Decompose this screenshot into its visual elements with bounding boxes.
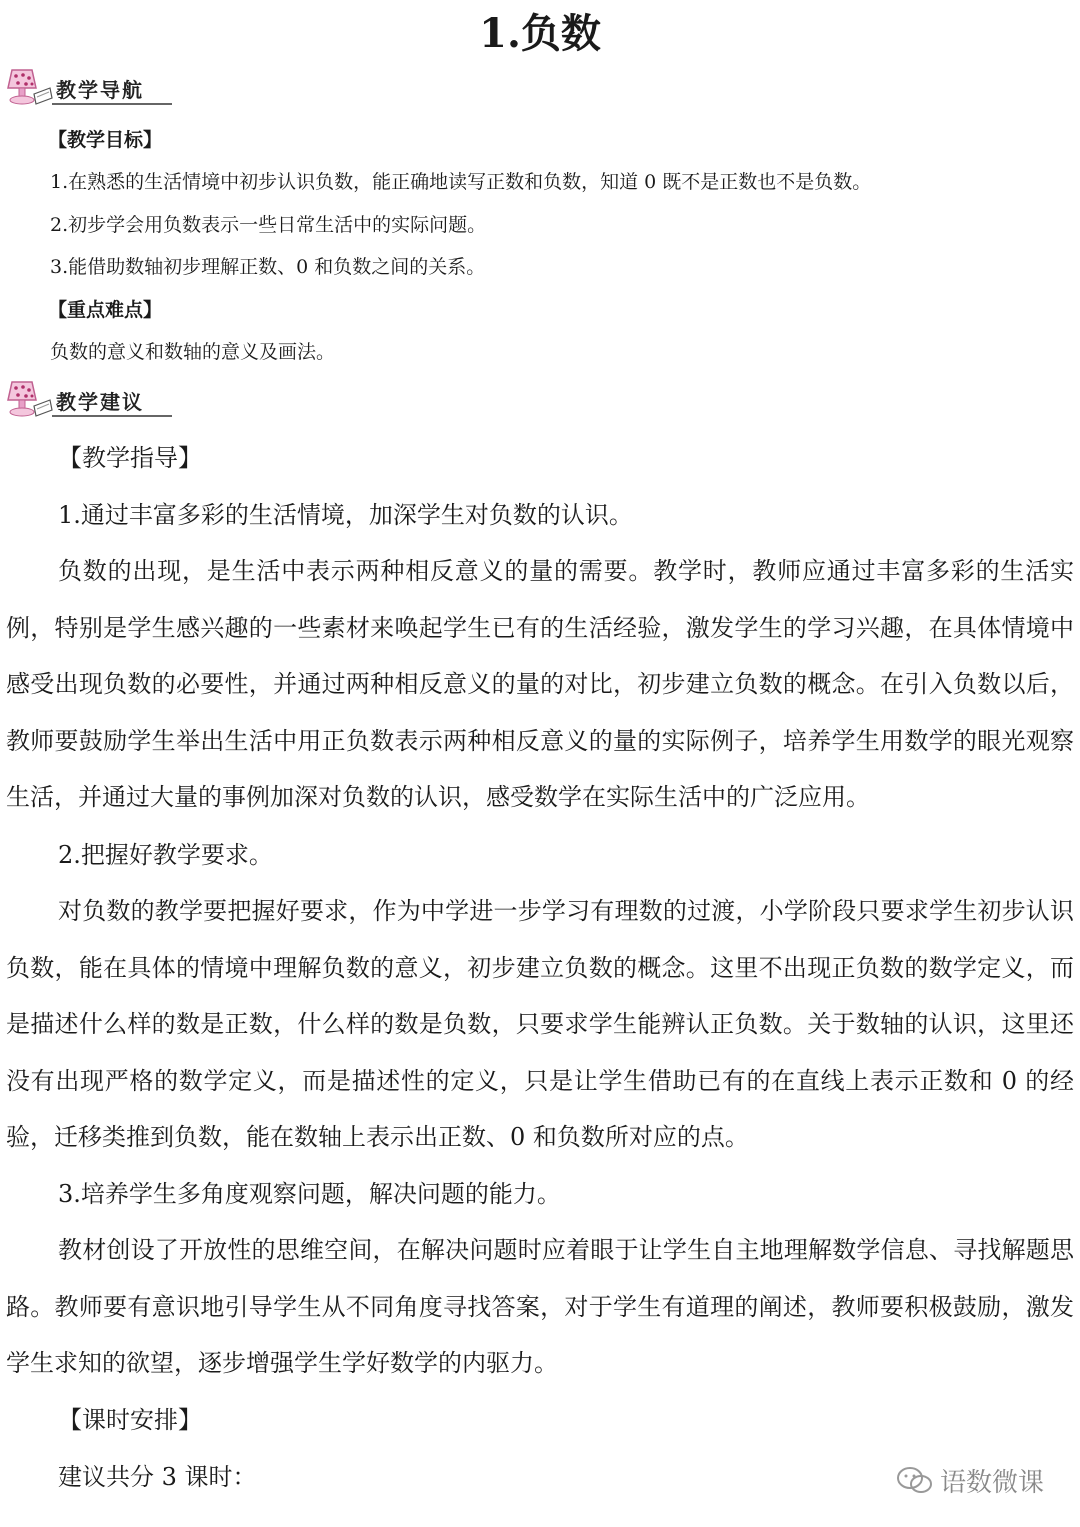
point1-title: 1.通过丰富多彩的生活情境，加深学生对负数的认识。 bbox=[58, 501, 633, 529]
page-title: 1.负数 bbox=[479, 10, 601, 57]
lamp-book-icon bbox=[4, 66, 54, 112]
objective-item: 3.能借助数轴初步理解正数、0 和负数之间的关系。 bbox=[50, 256, 486, 278]
point2-title: 2.把握好教学要求。 bbox=[58, 841, 273, 869]
key-points-text: 负数的意义和数轴的意义及画法。 bbox=[50, 341, 336, 363]
point3-title: 3.培养学生多角度观察问题，解决问题的能力。 bbox=[58, 1180, 561, 1208]
point1-body: 负数的出现，是生活中表示两种相反意义的量的需要。教学时，教师应通过丰富多彩的生活实例，特别是学生感兴趣的一些素材来唤起学生已有的生活经验，激发学生的学习兴趣，在具体情境中感受出现负数的必要性，并通过两种相反意义的量的对比，初步建立负数的概念。在引入负数以后，教师要鼓励学生举出生活中用正负数表示两种相反意义的量的实际例子，培养学生用数学的眼光观察生活，并通过大量的事例加深对负数的认识，感受数学在实际生活中的广泛应用。 bbox=[6, 557, 1074, 811]
schedule-heading: 【课时安排】 bbox=[58, 1406, 202, 1434]
section-label: 教学导航 bbox=[56, 78, 144, 102]
section-header-teaching-advice bbox=[4, 378, 179, 426]
schedule-text: 建议共分 3 课时： bbox=[58, 1463, 257, 1491]
guidance-heading: 【教学指导】 bbox=[58, 444, 202, 472]
objective-item: 2.初步学会用负数表示一些日常生活中的实际问题。 bbox=[50, 214, 487, 236]
section-header-teaching-nav bbox=[4, 66, 179, 114]
divider bbox=[52, 415, 172, 417]
key-points-heading: 【重点难点】 bbox=[48, 299, 163, 321]
point2-body: 对负数的教学要把握好要求，作为中学进一步学习有理数的过渡，小学阶段只要求学生初步认识负数，能在具体的情境中理解负数的意义，初步建立负数的概念。这里不出现正负数的数学定义，而是描述什么样的数是正数，什么样的数是负数，只要求学生能辨认正负数。关于数轴的认识，这里还没有出现严格的数学定义，而是描述性的定义，只是让学生借助已有的在直线上表示正数和 0 的经验，迁移类推到负数，能在数轴上表示出正数、0 和负数所对应的点。 bbox=[6, 897, 1074, 1151]
lamp-book-icon bbox=[4, 378, 54, 424]
objectives-heading: 【教学目标】 bbox=[48, 129, 163, 151]
watermark-text: 语数微课 bbox=[939, 1468, 1044, 1498]
watermark bbox=[896, 1462, 1044, 1499]
point3-body: 教材创设了开放性的思维空间，在解决问题时应着眼于让学生自主地理解数学信息、寻找解题思路。教师要有意识地引导学生从不同角度寻找答案，对于学生有道理的阐述，教师要积极鼓励，激发学生求知的欲望，逐步增强学生学好数学的内驱力。 bbox=[6, 1236, 1074, 1377]
section-label: 教学建议 bbox=[56, 390, 144, 414]
wechat-icon bbox=[896, 1466, 934, 1496]
objective-item: 1.在熟悉的生活情境中初步认识负数，能正确地读写正数和负数，知道 0 既不是正数也不是负数。 bbox=[50, 171, 872, 193]
divider bbox=[52, 103, 172, 105]
